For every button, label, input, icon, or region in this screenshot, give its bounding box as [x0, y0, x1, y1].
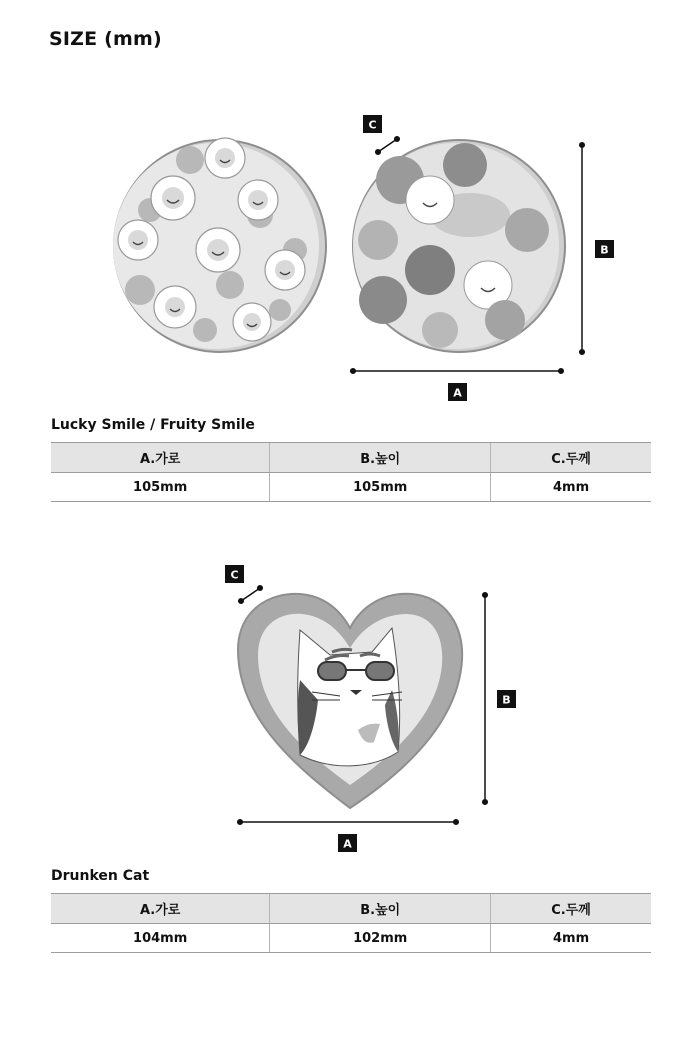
value-width: 105mm: [51, 473, 270, 502]
dimension-line-b-top: [580, 143, 585, 355]
table-row: [51, 924, 651, 953]
section-title-lucky-fruity: Lucky Smile / Fruity Smile: [51, 417, 255, 433]
dimension-line-a-heart: [238, 820, 459, 825]
dimension-line-a-top: [351, 369, 564, 374]
spec-table-drunken-cat: [51, 893, 651, 953]
header-width: A.가로: [51, 894, 270, 924]
label-a-top: [448, 383, 467, 401]
svg-text:B: B: [502, 693, 511, 707]
header-width: A.가로: [51, 443, 270, 473]
svg-text:C: C: [230, 568, 239, 582]
heart-product-illustration: [0, 555, 700, 865]
dimension-line-c-top: [376, 137, 400, 155]
page-title: SIZE (mm): [49, 28, 162, 50]
label-a-heart: [338, 834, 357, 852]
value-height: 102mm: [270, 924, 491, 953]
label-b-heart: [497, 690, 516, 708]
value-width: 104mm: [51, 924, 270, 953]
lucky-smile-product-image: [113, 138, 326, 352]
svg-text:C: C: [368, 118, 377, 132]
svg-text:A: A: [453, 386, 462, 400]
round-products-illustration: [0, 0, 700, 420]
section-title-drunken-cat: Drunken Cat: [51, 868, 150, 884]
drunken-cat-product-image: [238, 594, 462, 808]
header-height: B.높이: [270, 443, 491, 473]
value-thickness: 4mm: [491, 924, 651, 953]
svg-text:B: B: [600, 243, 609, 257]
value-thickness: 4mm: [491, 473, 651, 502]
fruity-smile-product-image: [353, 140, 565, 352]
label-c-top: [363, 115, 382, 133]
dimension-line-c-heart: [239, 586, 263, 604]
label-c-heart: [225, 565, 244, 583]
header-height: B.높이: [270, 894, 491, 924]
table-row: [51, 473, 651, 502]
header-thickness: C.두께: [491, 894, 651, 924]
dimension-line-b-heart: [483, 593, 488, 805]
spec-table-lucky-fruity: [51, 442, 651, 502]
label-b-top: [595, 240, 614, 258]
value-height: 105mm: [270, 473, 491, 502]
svg-text:A: A: [343, 837, 352, 851]
header-thickness: C.두께: [491, 443, 651, 473]
